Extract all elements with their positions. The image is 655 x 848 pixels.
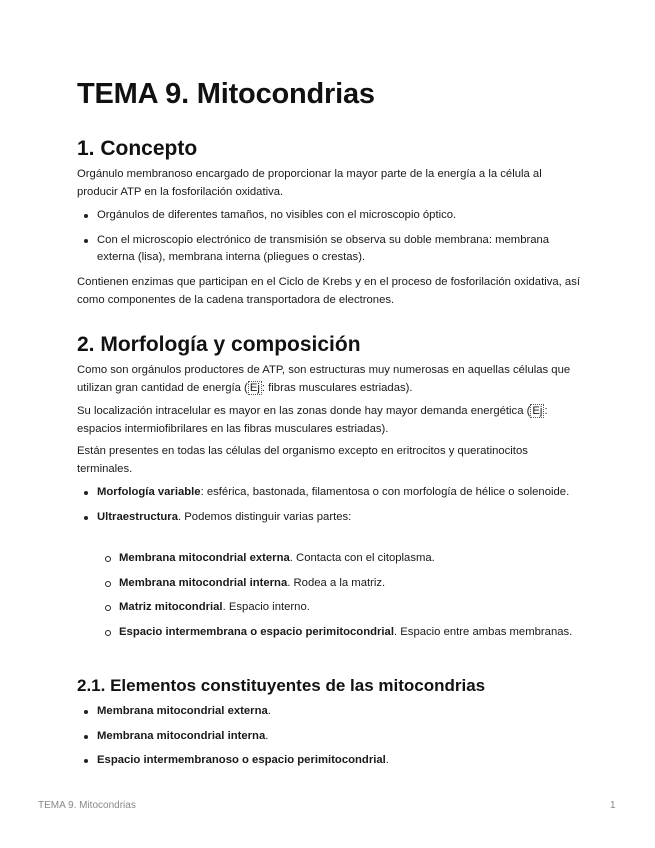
morfologia-paragraph-2: Su localización intracelular es mayor en las zonas donde hay mayor demanda energética ( Ej : espacios intermiofibrilares en las fibras musculares estriadas). xyxy=(77,405,548,435)
list-item: Membrana mitocondrial interna. Rodea a la matriz. xyxy=(77,575,582,593)
concepto-list xyxy=(77,207,582,267)
list-item: Ultraestructura. Podemos distinguir varias partes: xyxy=(77,509,582,527)
elementos-list xyxy=(77,703,582,770)
list-item: Orgánulos de diferentes tamaños, no visibles con el microscopio óptico. xyxy=(77,207,582,225)
list-item: Membrana mitocondrial interna. xyxy=(77,728,582,746)
list-item: Espacio intermembranoso o espacio perimitocondrial. xyxy=(77,752,582,770)
list-item: Espacio intermembrana o espacio perimitocondrial. Espacio entre ambas membranas. xyxy=(77,624,582,642)
page-number: 1 xyxy=(610,800,616,811)
abbr-ej[interactable]: Ej xyxy=(532,405,543,417)
subsection-heading-elementos: 2.1. Elementos constituyentes de las mitocondrias xyxy=(77,676,486,695)
list-item: Con el microscopio electrónico de transmisión se observa su doble membrana: membrana externa (lisa), membrana interna (pliegues o crestas). xyxy=(77,232,582,267)
ultraestructura-sublist xyxy=(77,550,582,641)
footer-title: TEMA 9. Mitocondrias xyxy=(38,800,136,811)
morfologia-paragraph-3: Están presentes en todas las células del organismo excepto en eritrocitos y queratinocitos terminales. xyxy=(77,445,528,475)
abbr-ej[interactable]: Ej xyxy=(249,381,260,394)
list-item: Membrana mitocondrial externa. xyxy=(77,703,582,721)
section-heading-morfologia: 2. Morfología y composición xyxy=(77,333,361,356)
list-item: Membrana mitocondrial externa. Contacta con el citoplasma. xyxy=(77,550,582,568)
morfologia-list xyxy=(77,484,582,526)
morfologia-paragraph-1: Como son orgánulos productores de ATP, son estructuras muy numerosas en aquellas células que utilizan gran cantidad de energía ( Ej : fibras musculares estriadas). xyxy=(77,364,571,394)
section-heading-concepto: 1. Concepto xyxy=(77,137,198,160)
page-title: TEMA 9. Mitocondrias xyxy=(77,78,375,110)
concepto-paragraph-1: Orgánulo membranoso encargado de proporcionar la mayor parte de la energía a la célula al producir ATP en la fosforilación oxidativa. xyxy=(77,168,542,198)
list-item: Morfología variable: esférica, bastonada, filamentosa o con morfología de hélice o solenoide. xyxy=(77,484,582,502)
concepto-paragraph-2: Contienen enzimas que participan en el Ciclo de Krebs y en el proceso de fosforilación oxidativa, así como componentes de la cadena transportadora de electrones. xyxy=(77,276,580,306)
list-item: Matriz mitocondrial. Espacio interno. xyxy=(77,599,582,617)
